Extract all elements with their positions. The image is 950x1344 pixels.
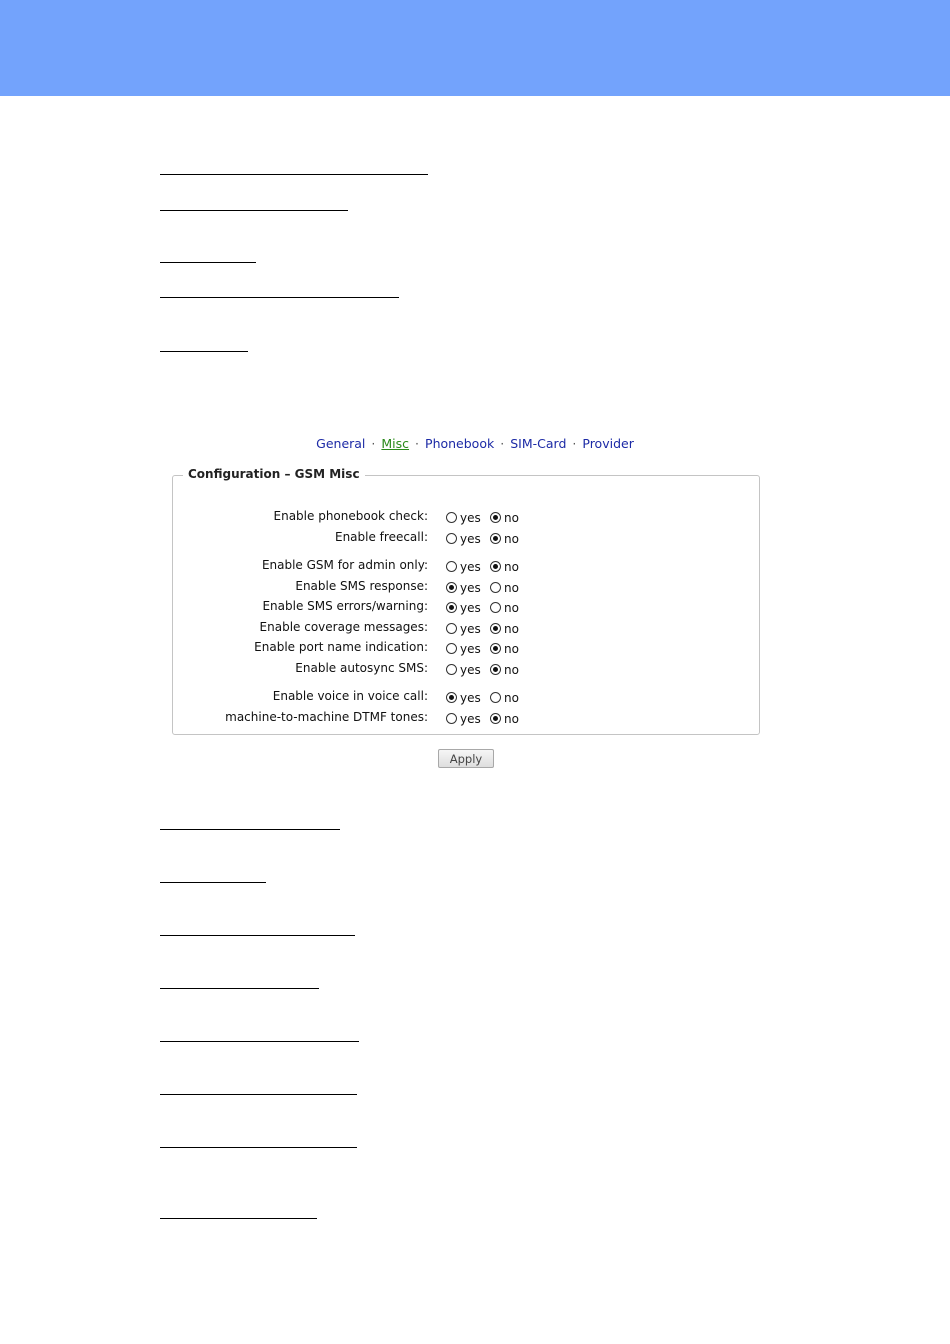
config-row bbox=[173, 640, 759, 658]
no-radio[interactable] bbox=[490, 581, 519, 597]
yes-label: yes bbox=[460, 663, 481, 677]
radio-yes-icon[interactable] bbox=[446, 692, 457, 703]
redacted-line-11 bbox=[160, 1094, 357, 1095]
radio-yes-icon[interactable] bbox=[446, 512, 457, 523]
no-radio[interactable] bbox=[490, 712, 519, 728]
config-row bbox=[173, 710, 759, 728]
redacted-line-9 bbox=[160, 988, 319, 989]
yes-radio[interactable] bbox=[446, 642, 481, 658]
setting-label: Enable port name indication: bbox=[254, 640, 428, 654]
no-radio[interactable] bbox=[490, 511, 519, 527]
radio-no-icon[interactable] bbox=[490, 692, 501, 703]
setting-label: Enable coverage messages: bbox=[259, 620, 428, 634]
redacted-line-12 bbox=[160, 1147, 357, 1148]
yes-radio[interactable] bbox=[446, 601, 481, 617]
yes-label: yes bbox=[460, 532, 481, 546]
tab-sim-card[interactable]: SIM-Card bbox=[510, 436, 567, 451]
config-row bbox=[173, 530, 759, 548]
radio-no-icon[interactable] bbox=[490, 512, 501, 523]
radio-no-icon[interactable] bbox=[490, 713, 501, 724]
yes-radio[interactable] bbox=[446, 511, 481, 527]
yes-label: yes bbox=[460, 511, 481, 525]
radio-no-icon[interactable] bbox=[490, 643, 501, 654]
redacted-line-4 bbox=[160, 297, 399, 298]
tab-phonebook[interactable]: Phonebook bbox=[425, 436, 495, 451]
no-label: no bbox=[504, 712, 519, 726]
no-label: no bbox=[504, 601, 519, 615]
setting-label: Enable voice in voice call: bbox=[272, 689, 428, 703]
no-label: no bbox=[504, 691, 519, 705]
radio-no-icon[interactable] bbox=[490, 533, 501, 544]
yes-radio[interactable] bbox=[446, 581, 481, 597]
no-radio[interactable] bbox=[490, 663, 519, 679]
yes-radio[interactable] bbox=[446, 663, 481, 679]
yes-label: yes bbox=[460, 642, 481, 656]
config-row bbox=[173, 661, 759, 679]
redacted-line-2 bbox=[160, 210, 348, 211]
no-label: no bbox=[504, 532, 519, 546]
no-radio[interactable] bbox=[490, 691, 519, 707]
tab-separator: · bbox=[371, 436, 376, 451]
no-label: no bbox=[504, 663, 519, 677]
radio-no-icon[interactable] bbox=[490, 664, 501, 675]
setting-label: Enable SMS response: bbox=[295, 579, 428, 593]
config-row bbox=[173, 509, 759, 527]
config-legend: Configuration – GSM Misc bbox=[183, 467, 365, 481]
apply-button[interactable]: Apply bbox=[438, 749, 494, 768]
tab-separator: · bbox=[415, 436, 420, 451]
tab-general[interactable]: General bbox=[316, 436, 366, 451]
no-label: no bbox=[504, 560, 519, 574]
no-radio[interactable] bbox=[490, 560, 519, 576]
redacted-line-8 bbox=[160, 935, 355, 936]
redacted-line-7 bbox=[160, 882, 266, 883]
tab-separator: · bbox=[572, 436, 577, 451]
tab-separator: · bbox=[500, 436, 505, 451]
yes-label: yes bbox=[460, 712, 481, 726]
no-radio[interactable] bbox=[490, 622, 519, 638]
yes-radio[interactable] bbox=[446, 622, 481, 638]
redacted-line-13 bbox=[160, 1218, 317, 1219]
yes-label: yes bbox=[460, 622, 481, 636]
config-row bbox=[173, 620, 759, 638]
config-row bbox=[173, 599, 759, 617]
tab-misc[interactable]: Misc bbox=[381, 436, 410, 451]
no-label: no bbox=[504, 511, 519, 525]
radio-yes-icon[interactable] bbox=[446, 533, 457, 544]
radio-yes-icon[interactable] bbox=[446, 664, 457, 675]
setting-label: Enable GSM for admin only: bbox=[261, 558, 428, 572]
yes-label: yes bbox=[460, 581, 481, 595]
no-label: no bbox=[504, 581, 519, 595]
config-fieldset bbox=[172, 467, 760, 735]
yes-radio[interactable] bbox=[446, 532, 481, 548]
redacted-line-3 bbox=[160, 262, 256, 263]
yes-radio[interactable] bbox=[446, 712, 481, 728]
setting-label: Enable freecall: bbox=[334, 530, 428, 544]
radio-no-icon[interactable] bbox=[490, 623, 501, 634]
redacted-line-5 bbox=[160, 351, 248, 352]
config-row bbox=[173, 579, 759, 597]
tab-nav bbox=[0, 436, 950, 451]
radio-yes-icon[interactable] bbox=[446, 623, 457, 634]
redacted-line-1 bbox=[160, 174, 428, 175]
yes-radio[interactable] bbox=[446, 560, 481, 576]
yes-label: yes bbox=[460, 560, 481, 574]
no-radio[interactable] bbox=[490, 601, 519, 617]
radio-no-icon[interactable] bbox=[490, 561, 501, 572]
radio-yes-icon[interactable] bbox=[446, 713, 457, 724]
config-row bbox=[173, 689, 759, 707]
yes-radio[interactable] bbox=[446, 691, 481, 707]
no-label: no bbox=[504, 642, 519, 656]
radio-yes-icon[interactable] bbox=[446, 602, 457, 613]
config-row bbox=[173, 558, 759, 576]
tab-provider[interactable]: Provider bbox=[582, 436, 634, 451]
no-label: no bbox=[504, 622, 519, 636]
setting-label: Enable SMS errors/warning: bbox=[262, 599, 428, 613]
radio-yes-icon[interactable] bbox=[446, 582, 457, 593]
radio-yes-icon[interactable] bbox=[446, 643, 457, 654]
header-band bbox=[0, 0, 950, 96]
radio-yes-icon[interactable] bbox=[446, 561, 457, 572]
yes-label: yes bbox=[460, 601, 481, 615]
redacted-line-6 bbox=[160, 829, 340, 830]
no-radio[interactable] bbox=[490, 642, 519, 658]
radio-no-icon[interactable] bbox=[490, 602, 501, 613]
setting-label: Enable autosync SMS: bbox=[295, 661, 428, 675]
no-radio[interactable] bbox=[490, 532, 519, 548]
yes-label: yes bbox=[460, 691, 481, 705]
setting-label: machine-to-machine DTMF tones: bbox=[225, 710, 428, 724]
setting-label: Enable phonebook check: bbox=[273, 509, 428, 523]
radio-no-icon[interactable] bbox=[490, 582, 501, 593]
redacted-line-10 bbox=[160, 1041, 359, 1042]
